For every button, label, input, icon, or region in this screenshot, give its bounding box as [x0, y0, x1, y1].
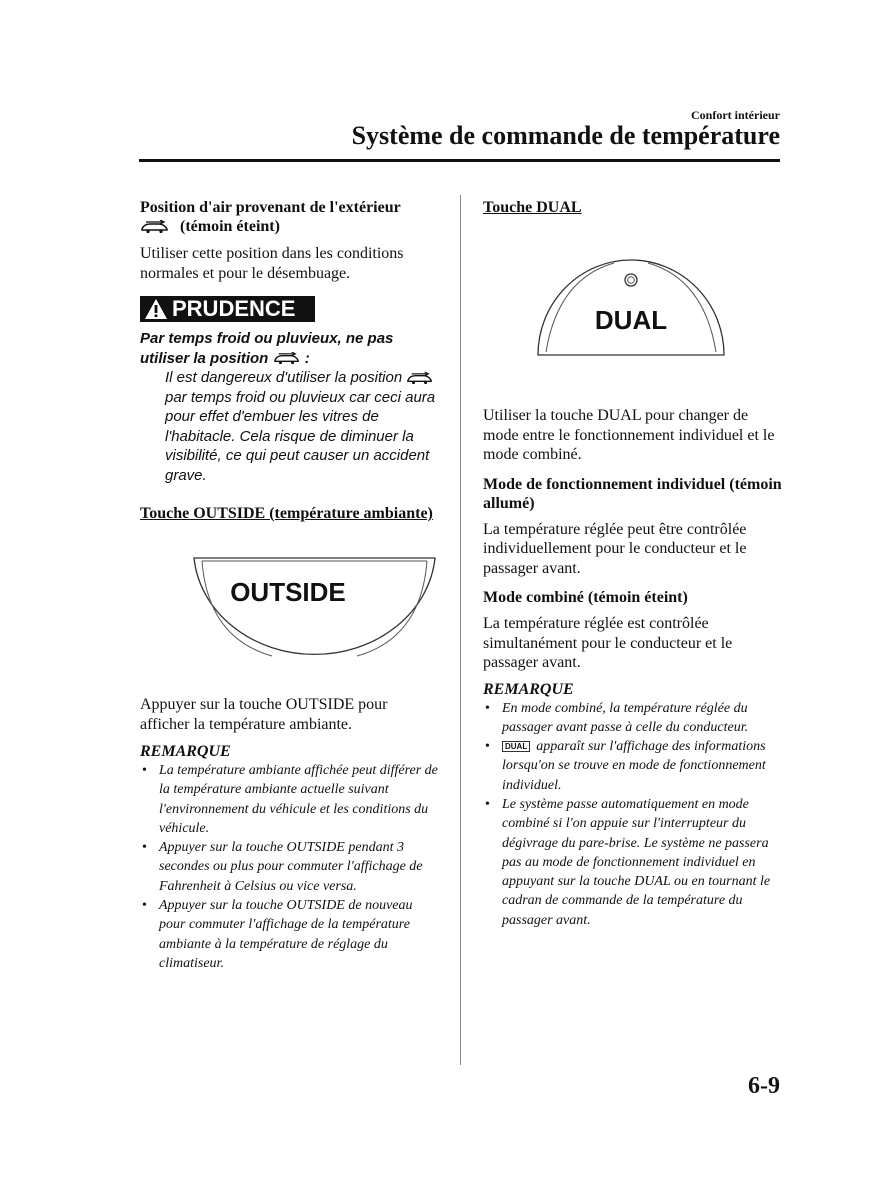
outside-air-heading: Position d'air provenant de l'extérieur [140, 199, 401, 216]
prudence-text [140, 329, 440, 485]
outside-air-icon [406, 372, 434, 385]
notes-right [483, 699, 783, 931]
dual-body: Utiliser la touche DUAL pour changer de mode entre le fonctionnement individuel et le mode combiné. [483, 407, 775, 463]
dual-button-illustration [536, 257, 726, 357]
list-item: • Appuyer sur la touche OUTSIDE de nouveau pour commuter l'affichage de la température ambiante à la température de réglage du climatiseur. [142, 898, 413, 971]
list-item: • Le système passe automatiquement en mode combiné si l'on appuie sur l'interrupteur du dégivrage du pare-brise. Le système ne passera pas au mode de fonctionnement individuel en appuyant sur la touche DUAL ou en tournant le cadran de commande de la température du passager avant. [485, 796, 771, 928]
dual-button-label: DUAL [594, 305, 668, 335]
prudence-label: PRUDENCE [172, 296, 296, 321]
notes-left [140, 761, 440, 973]
outside-air-body: Utiliser cette position dans les conditions normales et pour le désembuage. [140, 245, 404, 282]
list-item: • En mode combiné, la température réglée du passager avant passe à celle du conducteur. [485, 700, 749, 735]
outside-button-illustration [192, 556, 437, 666]
outside-air-icon [140, 220, 170, 234]
right-column [483, 198, 783, 930]
outside-air-subheading [140, 217, 440, 236]
outside-air-status: (témoin éteint) [180, 218, 280, 235]
prudence-banner [140, 296, 440, 325]
dual-indicator-icon: DUAL [502, 741, 530, 752]
column-divider [460, 195, 461, 1065]
section-label: Confort intérieur [691, 108, 780, 122]
outside-body: Appuyer sur la touche OUTSIDE pour afficher la température ambiante. [140, 696, 388, 733]
individual-body: La température réglée peut être contrôlée individuellement pour le conducteur et le passager avant. [483, 520, 747, 577]
individual-heading: Mode de fonctionnement individuel (témoin allumé) [483, 475, 782, 512]
note-title-left: REMARQUE [140, 743, 231, 760]
combined-heading: Mode combiné (témoin éteint) [483, 589, 688, 606]
left-column [140, 198, 440, 973]
outside-heading: Touche OUTSIDE (température ambiante) [140, 505, 433, 522]
list-item: • DUAL apparaît sur l'affichage des informations lorsqu'on se trouve en mode de fonctionnement individuel. [485, 739, 766, 793]
outside-button-label: OUTSIDE [230, 577, 346, 607]
prudence-lead: Par temps froid ou pluvieux, ne pas utiliser la position : [140, 330, 394, 367]
dual-heading: Touche DUAL [483, 199, 582, 216]
prudence-body: Il est dangereux d'utiliser la position par temps froid ou pluvieux car ceci aura pour effet d'embuer les vitres de l'habitacle. Cela risque de diminuer la visibilité, ce qui peut causer un accident grave. [165, 369, 436, 484]
combined-body: La température réglée est contrôlée simultanément pour le conducteur et le passager avant. [483, 615, 733, 671]
list-item: • Appuyer sur la touche OUTSIDE pendant 3 secondes ou plus pour commuter l'affichage de Fahrenheit à Celsius ou vice versa. [142, 840, 423, 894]
warning-icon [144, 298, 168, 320]
page-title: Système de commande de température [351, 121, 780, 150]
page-number: 6-9 [748, 1073, 780, 1099]
note-title-right: REMARQUE [483, 680, 574, 698]
header-rule [139, 159, 780, 162]
outside-air-icon [273, 352, 301, 365]
list-item: • La température ambiante affichée peut différer de la température ambiante actuelle suivant l'environnement du véhicule et les conditions du véhicule. [142, 763, 438, 836]
